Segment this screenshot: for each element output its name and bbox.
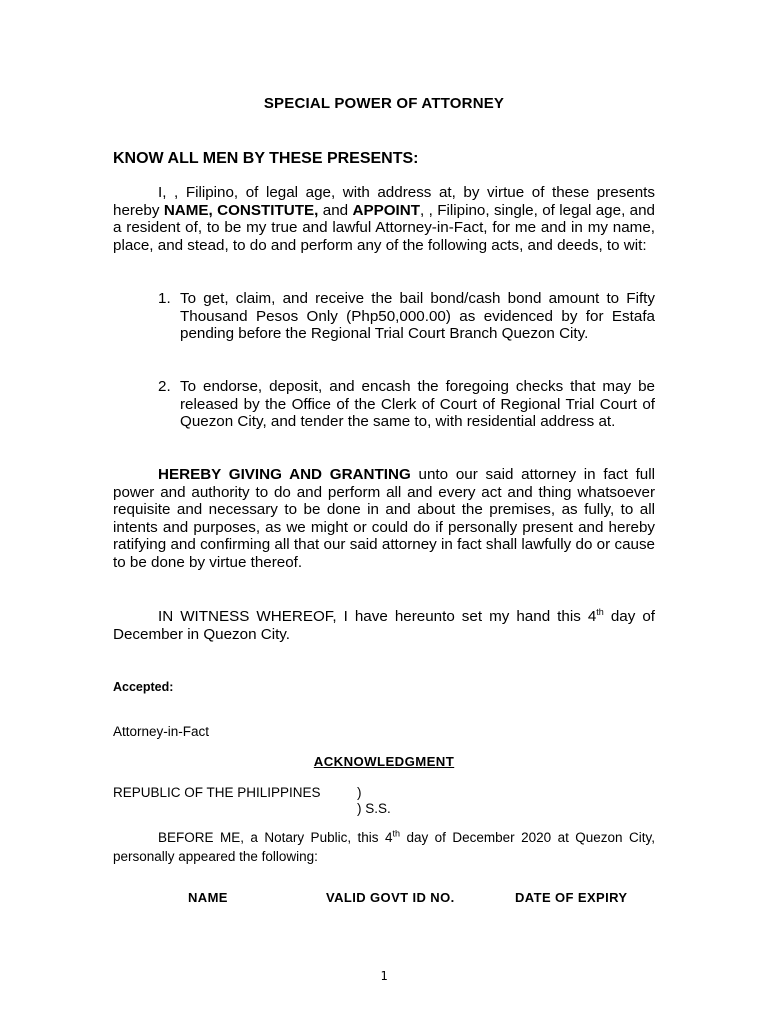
acknowledgment-title: ACKNOWLEDGMENT xyxy=(313,754,455,769)
notary-paragraph xyxy=(113,828,655,866)
preamble-heading: KNOW ALL MEN BY THESE PRESENTS: xyxy=(113,150,419,167)
notary-text-1: BEFORE ME, a Notary Public, this 4 xyxy=(158,830,393,845)
table-header-name: NAME xyxy=(188,890,228,905)
list-item-number: 2. xyxy=(158,378,171,395)
intro-text-1: I, , Filipino, of legal age, with address at, by virtue of these presents hereby xyxy=(113,184,655,219)
venue-ss xyxy=(357,785,391,817)
witness-text-2: day of December in Quezon City. xyxy=(113,608,656,643)
venue-republic: REPUBLIC OF THE PHILIPPINES xyxy=(113,785,321,800)
list-item xyxy=(158,378,655,431)
table-header-expiry: DATE OF EXPIRY xyxy=(515,890,628,905)
witness-ordinal: th xyxy=(596,606,604,617)
intro-text-2: and xyxy=(318,201,353,219)
intro-paragraph xyxy=(113,184,655,254)
granting-text: unto our said attorney in fact full power and authority to do and perform all and every act and thing whatsoever requisite and necessary to be done in and about the premises, as fully, to all intents and purposes, as we might or could do if personally present and hereby ratifying and confirming all that our said attorney in fact shall lawfully do or cause to be done by virtue thereof. xyxy=(113,466,655,571)
notary-text-2: day of December 2020 at Quezon City, personally appeared the following: xyxy=(113,830,656,864)
venue-ss-text: ) S.S. xyxy=(357,801,391,816)
intro-text-3: , , Filipino, single, of legal age, and a resident of, to be my true and lawful Attorney-in-Fact, for me and in my name, place, and stead, to do and perform any of the following acts, and deeds, to wit: xyxy=(113,201,656,254)
granting-paragraph xyxy=(113,466,655,572)
document-title: SPECIAL POWER OF ATTORNEY xyxy=(263,95,505,112)
list-item-number: 1. xyxy=(158,290,171,307)
table-header-id: VALID GOVT ID NO. xyxy=(326,890,455,905)
list-item xyxy=(158,290,655,343)
intro-bold-1: NAME, CONSTITUTE, xyxy=(163,201,319,219)
list-item-text: To get, claim, and receive the bail bond/cash bond amount to Fifty Thousand Pesos Only (Php50,000.00) as evidenced by for Estafa pending before the Regional Trial Court Branch Quezon City. xyxy=(180,290,655,343)
page-number: 1 xyxy=(380,969,388,983)
witness-paragraph xyxy=(113,608,655,643)
intro-bold-2: APPOINT xyxy=(352,201,421,219)
accepted-label: Accepted: xyxy=(113,680,174,694)
venue-paren: ) xyxy=(357,785,362,800)
attorney-in-fact-label: Attorney-in-Fact xyxy=(113,724,210,739)
notary-ordinal: th xyxy=(392,828,401,839)
list-item-text: To endorse, deposit, and encash the foregoing checks that may be released by the Office of the Clerk of Court of Regional Trial Court of Quezon City, and tender the same to, with residential address at. xyxy=(180,378,655,431)
witness-text-1: IN WITNESS WHEREOF, I have hereunto set my hand this 4 xyxy=(158,608,597,625)
granting-bold: HEREBY GIVING AND GRANTING xyxy=(158,466,411,483)
